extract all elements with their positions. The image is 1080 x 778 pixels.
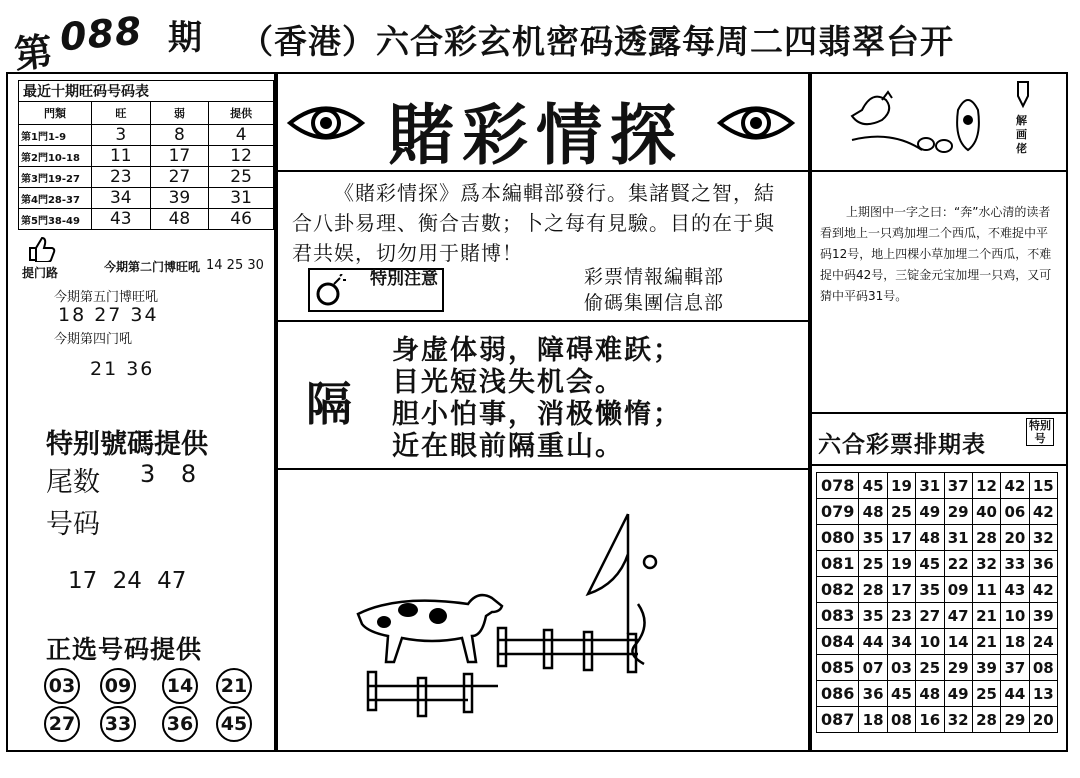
number-cell: 17 bbox=[887, 525, 915, 551]
number-cell: 12 bbox=[972, 473, 1000, 499]
number-cell: 06 bbox=[1001, 499, 1029, 525]
number-cell: 19 bbox=[887, 473, 915, 499]
pick-number-circle: 21 bbox=[216, 668, 252, 704]
number-cell: 48 bbox=[916, 681, 944, 707]
special-number-cell: 42 bbox=[1029, 577, 1057, 603]
col-header: 旺 bbox=[92, 102, 151, 125]
number-cell: 31 bbox=[916, 473, 944, 499]
notice-box bbox=[308, 268, 444, 312]
special-number-cell: 39 bbox=[1029, 603, 1057, 629]
cell: 23 bbox=[92, 167, 151, 188]
tip-line2-label: 今期第五门博旺吼 bbox=[54, 290, 159, 305]
period-cell: 079 bbox=[817, 499, 859, 525]
number-cell: 21 bbox=[972, 629, 1000, 655]
number-cell: 45 bbox=[859, 473, 887, 499]
number-cell: 16 bbox=[916, 707, 944, 733]
tail-values: 3 8 bbox=[140, 460, 197, 488]
period-cell: 086 bbox=[817, 681, 859, 707]
schedule-row bbox=[817, 577, 1058, 603]
period-cell: 078 bbox=[817, 473, 859, 499]
number-cell: 14 bbox=[944, 629, 972, 655]
number-cell: 35 bbox=[916, 577, 944, 603]
number-cell: 09 bbox=[944, 577, 972, 603]
tail-label: 尾数 bbox=[46, 467, 100, 498]
pick-number-circle: 03 bbox=[44, 668, 80, 704]
row-label: 第1門1-9 bbox=[19, 125, 92, 146]
number-cell: 48 bbox=[916, 525, 944, 551]
row-label: 第3門19-27 bbox=[19, 167, 92, 188]
poem-line: 目光短浅失机会。 bbox=[392, 367, 624, 398]
cow-fence-illustration bbox=[338, 504, 718, 724]
issue-number: 088 bbox=[58, 8, 145, 60]
right-column bbox=[810, 72, 1068, 752]
cell: 12 bbox=[209, 146, 274, 167]
number-cell: 32 bbox=[944, 707, 972, 733]
notice-label: 特別注意 bbox=[370, 269, 438, 289]
table-row bbox=[19, 209, 274, 230]
number-cell: 25 bbox=[859, 551, 887, 577]
number-cell: 44 bbox=[1001, 681, 1029, 707]
code-label: 号码 bbox=[46, 509, 100, 540]
col-header: 門類 bbox=[19, 102, 92, 125]
picture-block bbox=[812, 74, 1066, 172]
explain-text: 上期图中一字之曰：“奔”水心清的读者看到地上一只鸡加埋二个西瓜，不难捉中平码12号，地上四棵小草加埋二个西瓜，不难捉中码42号，三锭金元宝加埋一只鸡，又可猜中平码31号。 bbox=[820, 205, 1052, 303]
schedule-row bbox=[817, 603, 1058, 629]
org2: 偷碼集團信息部 bbox=[584, 292, 725, 314]
number-cell: 10 bbox=[916, 629, 944, 655]
intro-block bbox=[278, 172, 808, 322]
number-cell: 25 bbox=[887, 499, 915, 525]
select-title: 正选号码提供 bbox=[46, 635, 203, 664]
number-cell: 37 bbox=[944, 473, 972, 499]
pointing-hand-icon bbox=[1012, 78, 1036, 110]
number-cell: 34 bbox=[887, 629, 915, 655]
number-cell: 25 bbox=[972, 681, 1000, 707]
number-cell: 36 bbox=[859, 681, 887, 707]
cell: 25 bbox=[209, 167, 274, 188]
cell: 31 bbox=[209, 188, 274, 209]
number-cell: 45 bbox=[916, 551, 944, 577]
number-cell: 29 bbox=[944, 655, 972, 681]
tip-line1-label: 今期第二门博旺吼 bbox=[104, 260, 201, 274]
number-cell: 42 bbox=[1001, 473, 1029, 499]
recent-table-title: 最近十期旺码号码表 bbox=[18, 80, 274, 101]
eye-icon bbox=[716, 100, 796, 146]
schedule-row bbox=[817, 525, 1058, 551]
number-cell: 17 bbox=[887, 577, 915, 603]
special-number-cell: 42 bbox=[1029, 499, 1057, 525]
schedule-table bbox=[816, 472, 1058, 733]
number-cell: 48 bbox=[859, 499, 887, 525]
schedule-block bbox=[812, 412, 1066, 733]
cell: 27 bbox=[150, 167, 209, 188]
cell: 48 bbox=[150, 209, 209, 230]
cell: 4 bbox=[209, 125, 274, 146]
number-cell: 37 bbox=[1001, 655, 1029, 681]
number-cell: 29 bbox=[944, 499, 972, 525]
special-number-cell: 24 bbox=[1029, 629, 1057, 655]
pick-number-circle: 36 bbox=[162, 706, 198, 742]
number-cell: 27 bbox=[916, 603, 944, 629]
period-cell: 087 bbox=[817, 707, 859, 733]
number-cell: 40 bbox=[972, 499, 1000, 525]
number-cell: 18 bbox=[859, 707, 887, 733]
org1: 彩票情報編輯部 bbox=[584, 266, 725, 288]
schedule-title: 六合彩票排期表 bbox=[818, 432, 986, 458]
schedule-row bbox=[817, 499, 1058, 525]
cell: 39 bbox=[150, 188, 209, 209]
intro-text: 《賭彩情探》爲本編輯部發行。集諸賢之智，結合八卦易理、衡合吉數；卜之每有見驗。目的在于與君共娱，切勿用于賭博！ bbox=[292, 181, 775, 265]
cell: 34 bbox=[92, 188, 151, 209]
number-cell: 29 bbox=[1001, 707, 1029, 733]
tip-line1-nums: 14 25 30 bbox=[206, 258, 264, 273]
cell: 11 bbox=[92, 146, 151, 167]
middle-column bbox=[276, 72, 810, 752]
number-cell: 35 bbox=[859, 603, 887, 629]
number-cell: 39 bbox=[972, 655, 1000, 681]
cell: 17 bbox=[150, 146, 209, 167]
poem-block bbox=[278, 322, 808, 470]
special-number-cell: 36 bbox=[1029, 551, 1057, 577]
masthead-title: 賭彩情探 bbox=[388, 96, 684, 174]
number-cell: 44 bbox=[859, 629, 887, 655]
special-numbers: 17 24 47 bbox=[68, 568, 187, 594]
number-cell: 07 bbox=[859, 655, 887, 681]
pick-number-circle: 45 bbox=[216, 706, 252, 742]
pick-number-circle: 14 bbox=[162, 668, 198, 704]
hint-label: 提门路 bbox=[22, 266, 59, 280]
eye-icon bbox=[286, 100, 366, 146]
number-cell: 28 bbox=[859, 577, 887, 603]
row-label: 第5門38-49 bbox=[19, 209, 92, 230]
schedule-row bbox=[817, 629, 1058, 655]
special-number-cell: 13 bbox=[1029, 681, 1057, 707]
number-cell: 45 bbox=[887, 681, 915, 707]
period-cell: 084 bbox=[817, 629, 859, 655]
recent-table-block bbox=[18, 80, 274, 230]
issue-prefix: 第 bbox=[12, 29, 56, 77]
special-col-label: 特别号 bbox=[1026, 418, 1054, 446]
page-header bbox=[0, 0, 1080, 77]
number-cell: 19 bbox=[887, 551, 915, 577]
special-number-cell: 15 bbox=[1029, 473, 1057, 499]
number-cell: 23 bbox=[887, 603, 915, 629]
period-cell: 082 bbox=[817, 577, 859, 603]
schedule-row bbox=[817, 707, 1058, 733]
left-column bbox=[6, 72, 276, 752]
tip-line3-nums: 21 36 bbox=[90, 358, 155, 380]
schedule-row bbox=[817, 551, 1058, 577]
number-cell: 25 bbox=[916, 655, 944, 681]
tip-line2-nums: 18 27 34 bbox=[58, 304, 159, 326]
col-header: 弱 bbox=[150, 102, 209, 125]
number-cell: 03 bbox=[887, 655, 915, 681]
row-label: 第4門28-37 bbox=[19, 188, 92, 209]
period-cell: 085 bbox=[817, 655, 859, 681]
schedule-row bbox=[817, 655, 1058, 681]
masthead bbox=[278, 74, 808, 172]
pick-number-circle: 33 bbox=[100, 706, 136, 742]
number-cell: 32 bbox=[972, 551, 1000, 577]
period-cell: 080 bbox=[817, 525, 859, 551]
table-row bbox=[19, 125, 274, 146]
tip-line3-label: 今期第四门吼 bbox=[54, 332, 133, 347]
number-cell: 49 bbox=[916, 499, 944, 525]
special-number-cell: 20 bbox=[1029, 707, 1057, 733]
number-cell: 21 bbox=[972, 603, 1000, 629]
cell: 43 bbox=[92, 209, 151, 230]
number-cell: 31 bbox=[944, 525, 972, 551]
table-row bbox=[19, 146, 274, 167]
period-cell: 083 bbox=[817, 603, 859, 629]
special-title: 特别號碼提供 bbox=[46, 429, 208, 460]
number-cell: 22 bbox=[944, 551, 972, 577]
table-row bbox=[19, 167, 274, 188]
number-cell: 08 bbox=[887, 707, 915, 733]
poem-line: 身虚体弱，障碍难跃； bbox=[392, 335, 682, 366]
special-number-cell: 08 bbox=[1029, 655, 1057, 681]
number-cell: 49 bbox=[944, 681, 972, 707]
thumbs-up-icon bbox=[26, 234, 56, 262]
number-cell: 47 bbox=[944, 603, 972, 629]
number-cell: 28 bbox=[972, 707, 1000, 733]
table-row bbox=[19, 188, 274, 209]
row-label: 第2門10-18 bbox=[19, 146, 92, 167]
bomb-icon bbox=[314, 274, 346, 306]
number-cell: 18 bbox=[1001, 629, 1029, 655]
number-cell: 35 bbox=[859, 525, 887, 551]
pick-number-circle: 27 bbox=[44, 706, 80, 742]
number-cell: 11 bbox=[972, 577, 1000, 603]
special-number-cell: 32 bbox=[1029, 525, 1057, 551]
pick-number-circle: 09 bbox=[100, 668, 136, 704]
poem-line: 近在眼前隔重山。 bbox=[392, 431, 624, 462]
poem-line: 胆小怕事，消极懒惰； bbox=[392, 399, 682, 430]
number-cell: 10 bbox=[1001, 603, 1029, 629]
cell: 46 bbox=[209, 209, 274, 230]
page-title: （香港）六合彩玄机密码透露每周二四翡翠台开 bbox=[240, 22, 954, 61]
schedule-row bbox=[817, 473, 1058, 499]
explain-label: 解画佬 bbox=[1016, 114, 1027, 155]
number-cell: 28 bbox=[972, 525, 1000, 551]
period-cell: 081 bbox=[817, 551, 859, 577]
cell: 3 bbox=[92, 125, 151, 146]
issue-suffix: 期 bbox=[168, 18, 203, 58]
col-header: 提供 bbox=[209, 102, 274, 125]
cell: 8 bbox=[150, 125, 209, 146]
poem-key-char: 隔 bbox=[306, 377, 352, 431]
schedule-header bbox=[812, 412, 1066, 466]
number-cell: 43 bbox=[1001, 577, 1029, 603]
rooster-melon-illustration bbox=[832, 80, 992, 164]
number-cell: 20 bbox=[1001, 525, 1029, 551]
number-cell: 33 bbox=[1001, 551, 1029, 577]
schedule-row bbox=[817, 681, 1058, 707]
recent-table bbox=[18, 101, 274, 230]
